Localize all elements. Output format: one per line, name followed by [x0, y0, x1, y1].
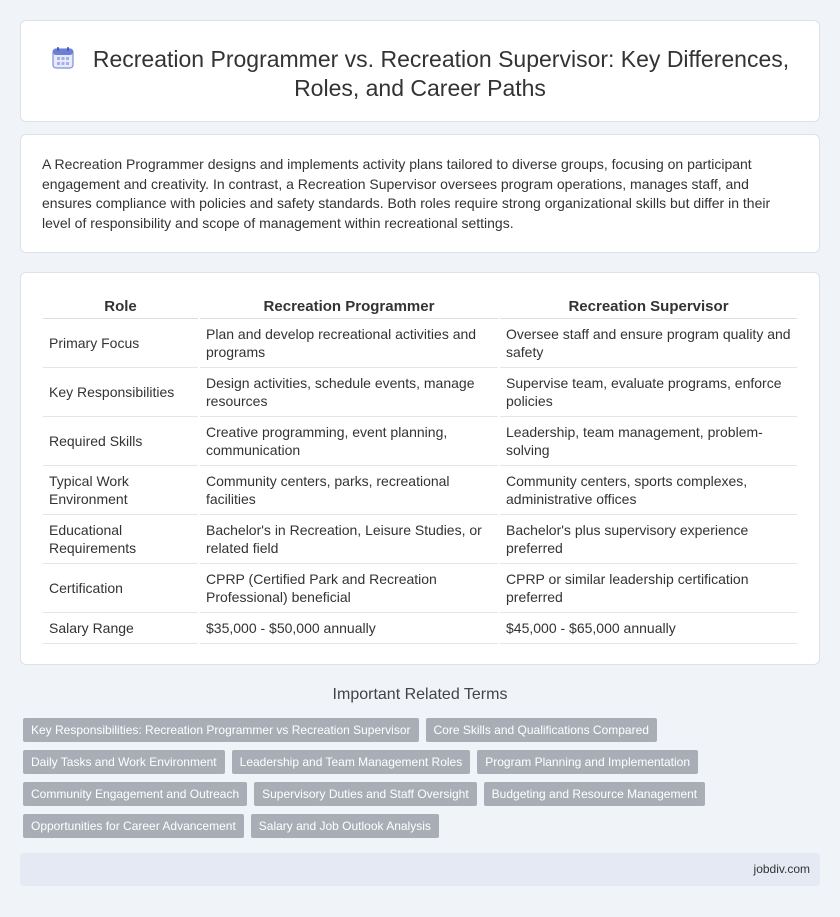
programmer-cell: Community centers, parks, recreational facilities: [200, 466, 498, 515]
footer-bar: [20, 853, 820, 886]
header-role: Role: [43, 295, 198, 319]
supervisor-cell: Oversee staff and ensure program quality and safety: [500, 319, 797, 368]
related-terms-heading: Important Related Terms: [332, 686, 508, 703]
supervisor-cell: $45,000 - $65,000 annually: [500, 613, 797, 644]
related-tag[interactable]: Opportunities for Career Advancement: [23, 814, 244, 838]
related-tag[interactable]: Community Engagement and Outreach: [23, 782, 247, 806]
programmer-cell: $35,000 - $50,000 annually: [200, 613, 498, 644]
related-tag[interactable]: Program Planning and Implementation: [477, 750, 698, 774]
header-programmer: Recreation Programmer: [200, 295, 498, 319]
row-label: Certification: [43, 564, 198, 613]
related-tag[interactable]: Daily Tasks and Work Environment: [23, 750, 225, 774]
table-row: [43, 515, 797, 564]
row-label: Primary Focus: [43, 319, 198, 368]
programmer-cell: Plan and develop recreational activities and programs: [200, 319, 498, 368]
supervisor-cell: Community centers, sports complexes, administrative offices: [500, 466, 797, 515]
table-header-row: [43, 295, 797, 319]
intro-paragraph: A Recreation Programmer designs and implements activity plans tailored to diverse groups, focusing on participant engagement and creativity. In contrast, a Recreation Supervisor oversees program operations, manages staff, and ensures compliance with policies and safety standards. Both roles require strong organizational skills but differ in their level of responsibility and scope of management within recreational settings.: [42, 156, 771, 231]
table-row: [43, 564, 797, 613]
supervisor-cell: CPRP or similar leadership certification preferred: [500, 564, 797, 613]
tag-row: [23, 782, 803, 806]
row-label: Key Responsibilities: [43, 368, 198, 417]
tag-row: [23, 750, 803, 774]
table-row: [43, 417, 797, 466]
related-terms-tags: [23, 718, 803, 846]
header-supervisor: Recreation Supervisor: [500, 295, 797, 319]
tag-row: [23, 718, 803, 742]
row-label: Educational Requirements: [43, 515, 198, 564]
supervisor-cell: Leadership, team management, problem-solving: [500, 417, 797, 466]
comparison-card: [20, 272, 820, 665]
row-label: Typical Work Environment: [43, 466, 198, 515]
related-tag[interactable]: Salary and Job Outlook Analysis: [251, 814, 439, 838]
programmer-cell: Design activities, schedule events, manage resources: [200, 368, 498, 417]
tag-row: [23, 814, 803, 838]
table-row: [43, 319, 797, 368]
intro-card: [20, 134, 820, 253]
related-tag[interactable]: Key Responsibilities: Recreation Programmer vs Recreation Supervisor: [23, 718, 419, 742]
page-title-container: [21, 45, 819, 103]
supervisor-cell: Supervise team, evaluate programs, enforce policies: [500, 368, 797, 417]
table-row: [43, 466, 797, 515]
table-row: [43, 368, 797, 417]
supervisor-cell: Bachelor's plus supervisory experience preferred: [500, 515, 797, 564]
table-row: [43, 613, 797, 644]
calendar-icon: [51, 46, 75, 70]
programmer-cell: Bachelor's in Recreation, Leisure Studies, or related field: [200, 515, 498, 564]
related-tag[interactable]: Leadership and Team Management Roles: [232, 750, 471, 774]
related-tag[interactable]: Core Skills and Qualifications Compared: [426, 718, 657, 742]
footer-site-link[interactable]: jobdiv.com: [753, 862, 810, 876]
related-tag[interactable]: Supervisory Duties and Staff Oversight: [254, 782, 477, 806]
comparison-table: [41, 295, 799, 644]
header-card: [20, 20, 820, 122]
row-label: Salary Range: [43, 613, 198, 644]
related-tag[interactable]: Budgeting and Resource Management: [484, 782, 705, 806]
programmer-cell: CPRP (Certified Park and Recreation Professional) beneficial: [200, 564, 498, 613]
page-title: Recreation Programmer vs. Recreation Supervisor: Key Differences, Roles, and Career Paths: [92, 46, 790, 101]
programmer-cell: Creative programming, event planning, communication: [200, 417, 498, 466]
row-label: Required Skills: [43, 417, 198, 466]
